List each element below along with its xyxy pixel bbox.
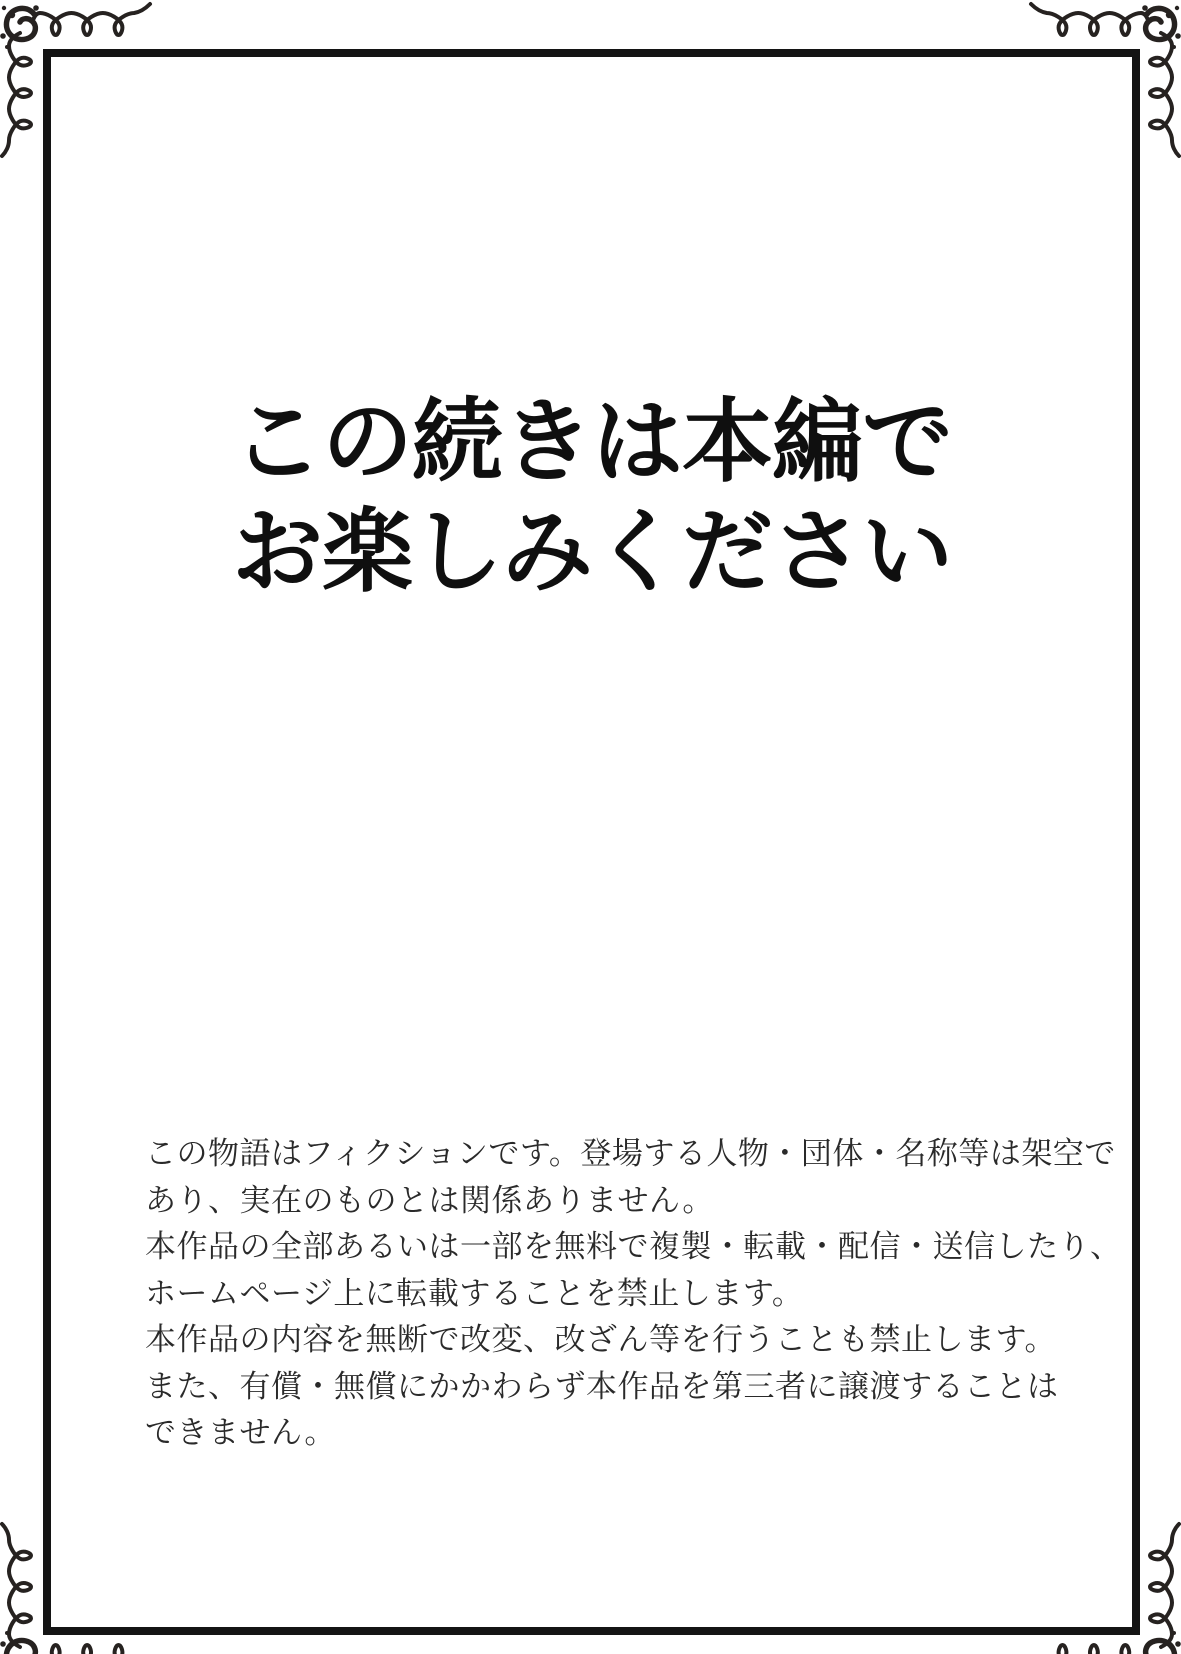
disclaimer-line: 本作品の内容を無断で改変、改ざん等を行うことも禁止します。 xyxy=(145,1322,1057,1358)
disclaimer-line: 本作品の全部あるいは一部を無料で複製・転載・配信・送信したり、 xyxy=(145,1229,1122,1265)
notice-title-line-1: この続きは本編で xyxy=(231,390,952,495)
notice-title-line-2: お楽しみください xyxy=(231,500,952,605)
disclaimer-line: あり、実在のものとは関係ありません。 xyxy=(145,1182,714,1219)
disclaimer-line: この物語はフィクションです。登場する人物・団体・名称等は架空で xyxy=(145,1136,1116,1172)
disclaimer-line: また、有償・無償にかかわらず本作品を第三者に譲渡することは xyxy=(145,1368,1059,1405)
disclaimer-line: ホームページ上に転載することを禁止します。 xyxy=(145,1275,804,1312)
copyright-disclaimer xyxy=(145,1131,1122,1457)
disclaimer-line: できません。 xyxy=(145,1415,336,1451)
continuation-notice-title xyxy=(52,388,1132,608)
